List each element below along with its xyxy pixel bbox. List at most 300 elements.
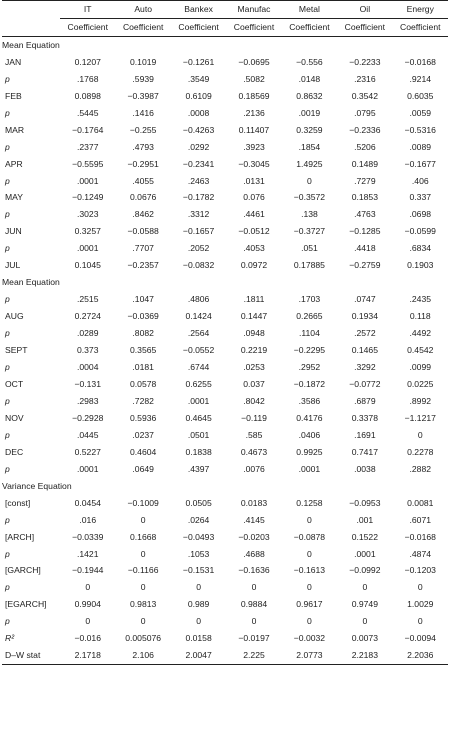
table-cell: .6744 [187,362,210,373]
table-cell: 0.1424 [185,311,212,322]
column-header: Metal [282,1,337,19]
table-cell: −0.1764 [72,124,104,135]
table-cell: .8082 [132,328,154,339]
table-cell: .5206 [354,141,376,152]
row-label: FEB [5,90,22,101]
table-cell: .8992 [409,395,432,406]
table-cell: 0.989 [187,599,210,610]
table-cell: −0.1261 [182,56,215,67]
table-cell: 0.0454 [74,497,101,508]
table-cell: .2983 [76,395,99,406]
table-cell: .0501 [187,429,210,440]
table-cell: .001 [356,514,374,525]
table-cell: .4461 [243,209,265,220]
table-cell: 0 [251,582,257,593]
section-header-row [2,478,448,495]
table-cell: −0.1657 [182,226,215,237]
table-cell: 0 [307,548,312,559]
table-cell: 0.5227 [74,446,101,457]
table-cell: −0.1166 [127,565,159,576]
coefficient-row [2,223,448,240]
table-cell: −0.0493 [182,531,215,542]
table-cell: 1.4925 [296,158,323,169]
table-cell: 0.9813 [130,599,157,610]
coefficient-row [2,376,448,393]
p-value-row [2,613,448,630]
table-cell: −0.0772 [349,378,381,389]
table-cell: 0.1207 [74,56,101,67]
section-header-row [2,36,448,53]
table-cell: 0 [417,616,423,627]
table-cell: −0.4263 [182,124,215,135]
table-cell: 0 [251,616,257,627]
table-cell: .0445 [76,429,99,440]
table-cell: 0.1522 [351,531,378,542]
table-cell: 0 [307,616,312,627]
table-cell: .0008 [187,107,210,118]
section-label: Mean Equation [2,39,60,50]
row-label: R² [5,633,15,644]
table-cell: 0.6255 [185,378,212,389]
coefficient-subheader: Coefficient [226,18,281,36]
table-cell: .0001 [298,463,321,474]
table-cell: 2.2036 [393,647,448,664]
table-cell: .585 [245,429,263,440]
table-cell: .0001 [76,175,99,186]
table-cell: .0089 [409,141,432,152]
row-label: p [5,209,10,220]
coefficient-subheader: Coefficient [115,18,170,36]
table-cell: 0.4604 [130,446,157,457]
table-cell: 0.4645 [185,412,212,423]
section-header-row [2,274,448,291]
row-label: p [5,463,10,474]
p-value-row [2,139,448,156]
coefficient-subheader: Coefficient [60,18,115,36]
table-cell: −0.2759 [349,260,381,271]
table-cell: 0.0898 [74,90,101,101]
coefficient-row [2,495,448,512]
table-cell: 0.6109 [185,90,212,101]
table-cell: 0.0225 [407,378,434,389]
section-label: Variance Equation [2,480,72,491]
table-cell: −0.1285 [349,226,381,237]
table-cell: 2.106 [115,647,170,664]
row-label: [EGARCH] [5,599,47,610]
table-cell: .1691 [354,429,376,440]
table-cell: .4763 [354,209,376,220]
table-cell: .0004 [76,362,99,373]
p-value-row [2,546,448,563]
table-cell: 0.1668 [130,531,157,542]
table-cell: .1053 [187,548,210,559]
table-cell: .2377 [76,141,99,152]
table-cell: .0289 [76,328,99,339]
table-cell: .3923 [243,141,265,152]
table-cell: 0.2219 [240,345,268,356]
table-cell: 0.1489 [351,158,378,169]
table-cell: 0.3565 [130,345,157,356]
p-value-row [2,206,448,223]
row-label: [const] [5,497,31,508]
table-cell: .4492 [409,328,432,339]
table-cell: −0.0552 [182,345,215,356]
table-cell: −0.0197 [238,633,270,644]
table-cell: 0.9904 [74,599,101,610]
column-header: Energy [393,1,448,19]
table-cell: −0.1531 [182,565,215,576]
table-cell: −0.5595 [72,158,104,169]
table-cell: .0795 [354,107,376,118]
table-cell: 0.3542 [351,90,378,101]
coefficient-row [2,444,448,461]
row-label: JUL [5,260,21,271]
table-cell: 0.0081 [407,497,434,508]
row-label: p [5,328,10,339]
table-cell: .4793 [132,141,154,152]
coefficient-row [2,88,448,105]
table-cell: 0.3378 [351,412,378,423]
coefficient-subheader: Coefficient [282,18,337,36]
p-value-row [2,512,448,529]
table-cell: .0649 [132,463,154,474]
table-cell: 0.1853 [351,192,378,203]
table-cell: 0.0972 [240,260,268,271]
table-cell: .0253 [243,362,265,373]
table-cell: .1703 [298,294,321,305]
table-cell: 0.2278 [407,446,434,457]
table-cell: −0.1782 [182,192,215,203]
table-cell: 0.3257 [74,226,101,237]
table-cell: 0.118 [409,311,431,322]
row-label: p [5,73,10,84]
coefficient-row [2,596,448,613]
table-cell: 0.1045 [74,260,101,271]
row-label: p [5,548,10,559]
table-cell: .2463 [187,175,210,186]
table-cell: −0.2357 [127,260,159,271]
table-cell: .138 [301,209,318,220]
table-cell: .7279 [354,175,376,186]
table-cell: 0 [362,582,368,593]
row-label: p [5,514,10,525]
column-header: Auto [115,1,170,19]
coefficient-row [2,54,448,71]
table-cell: 0.3259 [296,124,323,135]
table-cell: −0.0599 [404,226,436,237]
table-cell: 0 [85,582,91,593]
row-label: p [5,141,10,152]
table-cell: 0 [85,616,91,627]
table-cell: .4397 [187,463,210,474]
table-cell: −0.0953 [349,497,381,508]
table-cell: .3549 [187,73,210,84]
table-cell: −0.1636 [238,565,270,576]
table-cell: .7282 [132,395,154,406]
table-cell: .2572 [354,328,376,339]
table-cell: 0.1258 [296,497,323,508]
coefficient-row [2,257,448,274]
row-label: p [5,243,10,254]
p-value-row [2,105,448,122]
table-cell: 0.9925 [296,446,323,457]
column-header: Bankex [171,1,226,19]
column-header: IT [60,1,115,19]
row-label: [GARCH] [5,565,41,576]
table-cell: .2515 [76,294,99,305]
table-cell: −0.2341 [182,158,215,169]
table-cell: .4874 [409,548,432,559]
table-cell: −0.1613 [293,565,326,576]
table-cell: 0.2665 [296,311,323,322]
table-cell: .0001 [354,548,376,559]
table-cell: .4145 [243,514,265,525]
table-cell: 0.1903 [407,260,434,271]
table-cell: .2052 [187,243,210,254]
table-cell: 0 [196,616,201,627]
table-cell: 0.037 [243,378,265,389]
table-cell: 0.0158 [185,633,212,644]
table-cell: .2316 [354,73,376,84]
row-label: p [5,294,10,305]
table-cell: .1416 [132,107,154,118]
table-cell: −0.1872 [293,378,326,389]
table-cell: 2.0773 [282,647,337,664]
table-cell: −0.0878 [293,531,326,542]
table-cell: 0.1019 [130,56,157,67]
table-cell: −0.556 [296,56,323,67]
table-cell: .4418 [354,243,376,254]
table-cell: −0.119 [241,412,267,423]
table-cell: 0 [307,175,312,186]
table-cell: .1047 [132,294,154,305]
table-cell: 0.0578 [130,378,157,389]
table-cell: 0.373 [76,345,99,356]
table-cell: −0.1009 [127,497,159,508]
table-cell: .406 [411,175,429,186]
table-cell: .1768 [76,73,99,84]
table-cell: 0.005076 [125,633,162,644]
table-cell: .2136 [243,107,265,118]
p-value-row [2,461,448,478]
table-cell: 0.4542 [407,345,434,356]
table-cell: −0.0695 [238,56,270,67]
table-cell: 0 [417,582,423,593]
table-cell: .5082 [243,73,265,84]
table-cell: .3023 [76,209,99,220]
row-label: [ARCH] [5,531,35,542]
table-cell: .0264 [187,514,210,525]
table-cell: −0.0032 [293,633,326,644]
table-cell: −0.0512 [238,226,270,237]
table-cell: −0.1677 [404,158,436,169]
table-cell: 0.0073 [351,633,378,644]
table-cell: 0.11407 [238,124,270,135]
table-cell: .6071 [409,514,432,525]
row-label: D–W stat [2,647,60,664]
table-cell: −0.0339 [72,531,104,542]
table-cell: −0.0992 [349,565,381,576]
p-value-row [2,579,448,596]
row-label: AUG [5,311,24,322]
table-cell: 0 [417,429,423,440]
table-cell: −0.0168 [404,56,436,67]
table-cell: .0948 [243,328,265,339]
table-cell: 0 [307,582,312,593]
table-cell: 0.18569 [238,90,270,101]
table-cell: −0.131 [74,378,101,389]
p-value-row [2,427,448,444]
table-cell: 2.1718 [60,647,115,664]
table-cell: .0406 [298,429,321,440]
table-cell: .6879 [354,395,376,406]
p-value-row [2,173,448,190]
table-cell: 0.0676 [130,192,157,203]
row-label-header [2,1,60,19]
table-cell: .0698 [409,209,432,220]
row-label: p [5,175,10,186]
table-cell: −0.0094 [404,633,436,644]
row-label-subheader [2,18,60,36]
table-cell: .5939 [132,73,154,84]
table-cell: .4688 [243,548,265,559]
table-cell: .3292 [354,362,376,373]
table-cell: .6834 [409,243,432,254]
table-cell: −0.3727 [293,226,326,237]
table-cell: .3312 [187,209,210,220]
table-cell: 0.4176 [296,412,323,423]
table-cell: .0001 [187,395,210,406]
table-cell: .1104 [298,328,320,339]
table-cell: 0.8632 [296,90,323,101]
row-label: JUN [5,226,22,237]
table-cell: 0.1934 [351,311,378,322]
table-cell: .0237 [132,429,154,440]
table-cell: .0076 [243,463,265,474]
row-label: p [5,362,10,373]
table-cell: −0.2928 [72,412,104,423]
table-cell: −0.1203 [404,565,436,576]
p-value-row [2,291,448,308]
row-label: JAN [5,56,22,67]
table-cell: .2952 [298,362,321,373]
table-cell: .7707 [132,243,154,254]
table-cell: .0181 [132,362,154,373]
coefficient-row [2,342,448,359]
table-cell: 0.0183 [240,497,268,508]
table-cell: .4806 [187,294,210,305]
table-cell: .0099 [409,362,432,373]
table-cell: 0 [196,582,201,593]
table-cell: 0.337 [409,192,432,203]
row-label: NOV [5,412,24,423]
table-cell: .1421 [76,548,99,559]
row-label: p [5,582,10,593]
table-cell: 2.225 [226,647,281,664]
p-value-row [2,325,448,342]
p-value-row [2,359,448,376]
table-cell: .4055 [132,175,154,186]
table-cell: −0.1249 [72,192,104,203]
coefficient-row [2,122,448,139]
coefficient-row [2,562,448,579]
column-header: Manufac [226,1,281,19]
row-label: OCT [5,378,24,389]
table-cell: −0.5316 [404,124,436,135]
table-cell: −0.3987 [127,90,159,101]
table-cell: −0.016 [74,633,101,644]
table-cell: −0.0168 [404,531,436,542]
table-cell: .1811 [243,294,265,305]
table-cell: −1.1217 [404,412,436,423]
p-value-row [2,71,448,88]
coefficient-subheader-row [2,18,448,36]
table-cell: 0.4673 [240,446,268,457]
table-cell: 0 [140,514,146,525]
table-cell: −0.3572 [293,192,326,203]
table-cell: −0.0588 [127,226,159,237]
table-cell: 0.17885 [293,260,325,271]
row-label: MAY [5,192,23,203]
p-value-row [2,630,448,647]
p-value-row [2,393,448,410]
table-cell: −0.0369 [127,311,159,322]
table-cell: 0 [140,582,146,593]
table-cell: .0001 [76,243,99,254]
table-cell: 0.2724 [74,311,101,322]
table-cell: .2435 [409,294,432,305]
table-cell: 0 [307,514,312,525]
table-cell: .8462 [132,209,154,220]
table-cell: 0 [362,616,368,627]
table-cell: −0.2336 [349,124,381,135]
table-cell: .0131 [243,175,265,186]
table-cell: 2.0047 [171,647,226,664]
coefficient-subheader: Coefficient [337,18,392,36]
table-cell: 0.076 [243,192,265,203]
table-cell: 0.9749 [351,599,378,610]
table-cell: .0292 [187,141,210,152]
table-cell: .051 [301,243,318,254]
row-label: SEPT [5,345,28,356]
coefficient-subheader: Coefficient [171,18,226,36]
table-cell: .0038 [354,463,376,474]
table-cell: 0 [140,616,146,627]
coefficient-row [2,529,448,546]
row-label: p [5,429,10,440]
table-cell: .2564 [187,328,210,339]
row-label: MAR [5,124,25,135]
table-cell: −0.2233 [349,56,381,67]
table-cell: 0.1465 [351,345,378,356]
table-cell: .1854 [298,141,321,152]
coefficient-row [2,156,448,173]
table-cell: −0.0203 [238,531,270,542]
table-cell: .4053 [243,243,265,254]
table-body [2,36,448,664]
coefficient-row [2,308,448,325]
p-value-row [2,240,448,257]
coefficient-row [2,410,448,427]
table-cell: 0.9884 [240,599,268,610]
table-cell: .9214 [409,73,432,84]
table-cell: .0019 [298,107,321,118]
table-cell: 0.1447 [240,311,268,322]
table-cell: .2882 [409,463,432,474]
table-cell: −0.255 [129,124,157,135]
section-label: Mean Equation [2,277,60,288]
table-cell: 0 [140,548,146,559]
